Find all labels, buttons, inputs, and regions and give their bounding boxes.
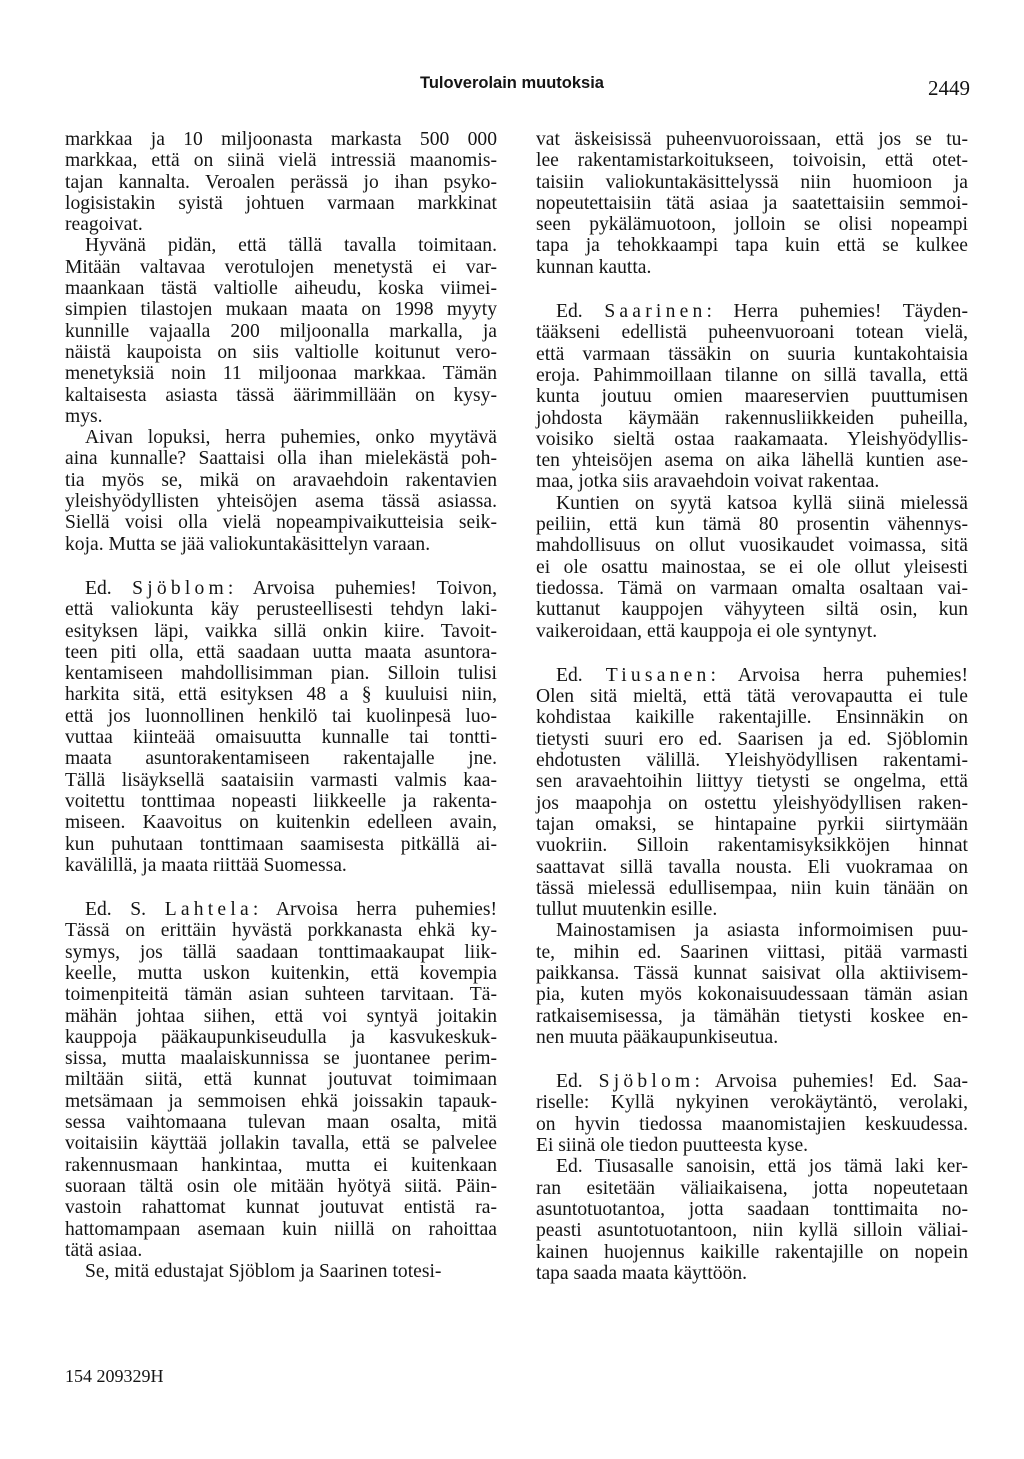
text-line: ten yhteisöjen asema on aika lähellä kuntien ase- [536,450,968,472]
text-line: teen piti olla, että saadaan uutta maata asuntora- [65,641,497,663]
text-line: voitaisiin käyttää jollakin tavalla, että se palvelee [65,1133,497,1155]
paragraph-gap [536,642,968,665]
text-line: Tällä lisäyksellä saataisiin varmasti valmis kaa- [65,769,497,791]
text-line: vuttaa kiinteää omaisuutta kunnalle tai tontti- [65,727,497,749]
text-line: mähän johtaa siihen, että voi syntyä joitakin [65,1005,497,1027]
text-line: Ei siinä ole tiedon puutteesta kyse. [536,1135,809,1157]
text-line: koja. Mutta se jää valiokuntakäsittelyn varaan. [65,533,431,555]
footer-print-code: 154 209329H [65,1366,164,1386]
text-line: vat äskeisissä puheenvuoroissaan, että jos se tu- [536,129,968,150]
text-line: riselle: Kyllä nykyinen verokäytäntö, verolaki, [536,1092,968,1114]
text-line: aina kunnalle? Saattaisi olla ihan mielekästä poh- [65,448,497,470]
text-line: hattomampaan asemaan kuin niillä on rahoittaa [65,1218,497,1240]
text-line: eroja. Pahimmoillaan tilanne on sillä tavalla, että [536,364,968,386]
text-line: näistä kaupoista on siis valtiolle koitunut vero- [65,341,497,363]
text-line: suoraan tältä osin ole mitään hyötyä siitä. Päin- [65,1175,497,1197]
speech-tiusanen [536,665,968,1048]
text-line: harkita sitä, että esityksen 48 a § kuuluisi niin, [65,684,497,706]
text-line: voitettu tonttimaa nopeasti liikkeelle ja rakenta- [65,790,497,812]
speaker-name: Sjöblom [598,1071,695,1093]
text-line: että varmaan tässäkin on suuria kuntakohtaisia [536,343,968,365]
text-line: esityksen läpi, vaikka sillä onkin kiire. Tavoit- [65,620,497,642]
text-line: kunnille vajaalla 200 miljoonalla markalla, ja [65,320,497,342]
text-line: tullut muutenkin esille. [536,899,718,921]
text-line: tapa saada maata käyttöön. [536,1262,748,1284]
text-line: johdosta käymään rakennusliikkeiden puheilla, [536,407,968,429]
text-line: on hyvin tiedossa maanomistajien keskuudessa. [536,1113,968,1135]
paragraph [65,235,497,427]
text-line: tajan kannalta. Veroalen perässä jo ihan psyko- [65,171,497,193]
text-line: sessa vaihtomaana tulevan maan osalta, mitä [65,1112,497,1134]
text-line: paikkansa. Tässä kunnat saisivat olla aktiivisem- [536,962,968,984]
text-line: ran esitetään väliaikaisena, jotta nopeutetaan [536,1177,968,1199]
speech-sjoblom [65,578,497,876]
text-line: maankaan tästä valtiolle aiheudu, koska viimei- [65,278,497,300]
text-line: kauppoja pääkaupunkiseudulla ja kasvukeskuk- [65,1026,497,1048]
paragraph [65,129,497,235]
speech-first-line [65,578,497,599]
text-line: asuntotuotantoa, jotta saadaan tonttimaita no- [536,1198,968,1220]
text-line: vuokriin. Silloin rakentamisyksikköjen hinnat [536,835,968,857]
text-line: reagoivat. [65,214,143,236]
text-line: tajan omaksi, se hintapaine pyrkii siirtymään [536,813,968,835]
text-line: kavälillä, ja maata riittää Suomessa. [65,854,347,876]
speech-first-line [65,899,497,920]
text-line: vastoin rahattomat kunnat joutuvat entistä ra- [65,1197,497,1219]
page-number: 2449 [928,76,970,100]
text-line: mahdollisuus on ollut vuosikaudet voimassa, sitä [536,535,968,557]
running-title: Tuloverolain muutoksia [420,74,604,92]
text-line: kohdistaa kaikille rakentajille. Ensinnäkin on [536,707,968,729]
text-line: lee rakentamistarkoitukseen, toivoisin, että otet- [536,150,968,172]
speaker-name: Tiusanen [605,664,711,686]
speech-opening: : Arvoisa puhemies! Toivon, [227,577,497,599]
text-line: Siellä voisi olla vielä nopeampivaikutteisia seik- [65,512,497,534]
text-line: seen pykälämuotoon, jolloin se olisi nopeampi [536,214,968,236]
text-line: Se, mitä edustajat Sjöblom ja Saarinen totesi- [85,1261,442,1283]
text-line: markkaa ja 10 miljoonasta markasta 500 000 [65,129,497,150]
text-line: tietysti suuri ero ed. Saarisen ja ed. Sjöblomin [536,728,968,750]
text-line: keelle, mutta uskon kuitenkin, että kovempia [65,962,497,984]
text-line: Mainostamisen ja asiasta informoimisen puu- [556,920,968,942]
speech-lahtela [65,899,497,1282]
text-line: että valiokunta käy perusteellisesti tehdyn laki- [65,599,497,621]
paragraph-gap [536,1048,968,1071]
speech-sjoblom-2 [536,1071,968,1284]
text-line: miltään siitä, että kunnat joutuvat toimimaan [65,1069,497,1091]
text-line: ei ole osattu mainostaa, se ei ole ollut yleisesti [536,556,968,578]
right-column [536,129,968,1284]
speaker-prefix: Ed. [85,577,133,599]
text-line: Aivan lopuksi, herra puhemies, onko myytävä [85,427,497,449]
text-line: ehdotusten välillä. Yleishyödyllisen rakentami- [536,750,968,772]
text-line: logisistakin syistä johtuen varmaan markkinat [65,192,497,214]
text-line: taisiin valiokuntakäsittelyssä niin huomioon ja [536,171,968,193]
paragraph-gap [536,278,968,301]
text-line: Tässä on erittäin hyvästä porkkanasta ehkä ky- [65,920,497,942]
speaker-name: Saarinen [604,301,707,323]
speaker-name: Sjöblom [132,577,228,599]
speaker-prefix: Ed. [556,1071,599,1093]
text-line: vaikeroidaan, että kauppoja ei ole syntynyt. [536,620,878,642]
text-line: te, mihin ed. Saarinen viittasi, pitää varmasti [536,941,968,963]
speech-opening: : Arvoisa herra puhemies! [252,899,497,921]
text-line: miseen. Kaavoitus on kuitenkin edelleen avain, [65,812,497,834]
text-line: kainen huojennus kaikille rakentajille on nopein [536,1241,968,1263]
text-line: maa, jotka siis aravaehdoin voivat rakentaa. [536,471,880,493]
text-line: tapa ja tehokkaampi tapa kuin että se kulkee [536,235,968,257]
paragraph-gap [65,555,497,578]
speech-first-line [536,1071,968,1092]
text-line: peasti asuntotuotantoon, niin kyllä silloin väliai- [536,1220,968,1242]
text-line: kunta joutuu omien maareservien puuttumisen [536,386,968,408]
text-line: kentamiseen mahdollisimman pian. Silloin tulisi [65,663,497,685]
text-line: toimenpiteitä tämän asian suhteen tarvitaan. Tä- [65,984,497,1006]
speech-first-line [536,665,968,686]
text-line: symys, jos tällä saadaan tonttimaakaupat liik- [65,941,497,963]
text-line: tiedossa. Tämä on varmaan omalta osaltaan vai- [536,577,968,599]
text-line: kun puhutaan tonttimaan saamisesta pitkällä ai- [65,833,497,855]
speech-opening: : Arvoisa puhemies! Ed. Saa- [694,1071,969,1093]
paragraph [536,129,968,278]
text-line: peiliin, että kun tämä 80 prosentin vähennys- [536,514,968,536]
text-line: metsämaan ja semmoisen ehkä joissakin tapauk- [65,1090,497,1112]
text-line: kunnan kautta. [536,256,652,278]
text-line: pia, kuten myös kokonaisuudessaan tämän asian [536,984,968,1006]
text-line: voisiko sieltä ostaa raakamaata. Yleishyödyllis- [536,428,968,450]
text-line: kaltaisesta asiasta tässä äärimmillään on kysy- [65,384,497,406]
speech-saarinen [536,301,968,642]
text-line: menetyksiä noin 11 miljoonaa markkaa. Tämän [65,363,497,385]
paragraph-gap [65,876,497,899]
text-line: Mitään valtavaa verotulojen menetystä ei var- [65,256,497,278]
text-line: yleishyödyllisten yhteisöjen asema tässä asiassa. [65,491,497,513]
text-line: simpien tilastojen mukaan maata on 1998 myyty [65,299,497,321]
text-line: nopeutettaisiin tätä asiaa ja saatettaisiin semmoi- [536,192,968,214]
text-line: nen muuta pääkaupunkiseutua. [536,1026,779,1048]
text-line: ratkaisemisessa, ja tämähän tietysti koskee en- [536,1005,968,1027]
text-line: Hyvänä pidän, että tällä tavalla toimitaan. [85,235,497,257]
text-line: rakennusmaan hankintaa, mutta ei kuitenkaan [65,1154,497,1176]
running-header [0,74,1024,104]
text-line: kuttanut kauppojen vähyyteen siltä osin, kun [536,599,968,621]
speech-opening: : Arvoisa herra puhemies! [710,664,968,686]
text-line: Olen sitä mieltä, että tätä verovapautta ei tule [536,686,968,708]
text-line: mys. [65,405,103,427]
text-line: että jos luonnollinen henkilö tai kuolinpesä luo- [65,705,497,727]
text-line: Kuntien on syytä katsoa kyllä siinä mielessä [556,492,968,514]
text-line: tääkseni edellistä puheenvuoroani totean vielä, [536,322,968,344]
speaker-name: Lahtela [164,899,253,921]
speech-opening: : Herra puhemies! Täyden- [706,301,968,323]
text-line: sissa, mutta maalaiskunnissa se juontanee perim- [65,1048,497,1070]
text-line: Ed. Tiusasalle sanoisin, että jos tämä laki ker- [556,1156,968,1178]
text-line: saattavat sillä tavalla nousta. Eli vuokramaa on [536,856,968,878]
speaker-prefix: Ed. [556,301,605,323]
speech-first-line [536,301,968,322]
text-line: tia myös se, mikä on aravaehdoin rakentavien [65,469,497,491]
paragraph [65,427,497,555]
text-line: tässä mielessä edullisempaa, niin kuin tänään on [536,877,968,899]
text-line: maata asuntorakentamiseen rakentajalle jne. [65,748,497,770]
text-line: tätä asiaa. [65,1239,143,1261]
left-column [65,129,497,1282]
speaker-prefix: Ed. [556,664,606,686]
text-line: jos maapohja on ostettu yleishyödyllisen raken- [536,792,968,814]
speaker-prefix: Ed. S. [85,899,165,921]
text-line: sen aravaehtoihin liittyy tietysti se ongelma, että [536,771,968,793]
text-line: markkaa, että on siinä vielä intressiä maanomis- [65,150,497,172]
